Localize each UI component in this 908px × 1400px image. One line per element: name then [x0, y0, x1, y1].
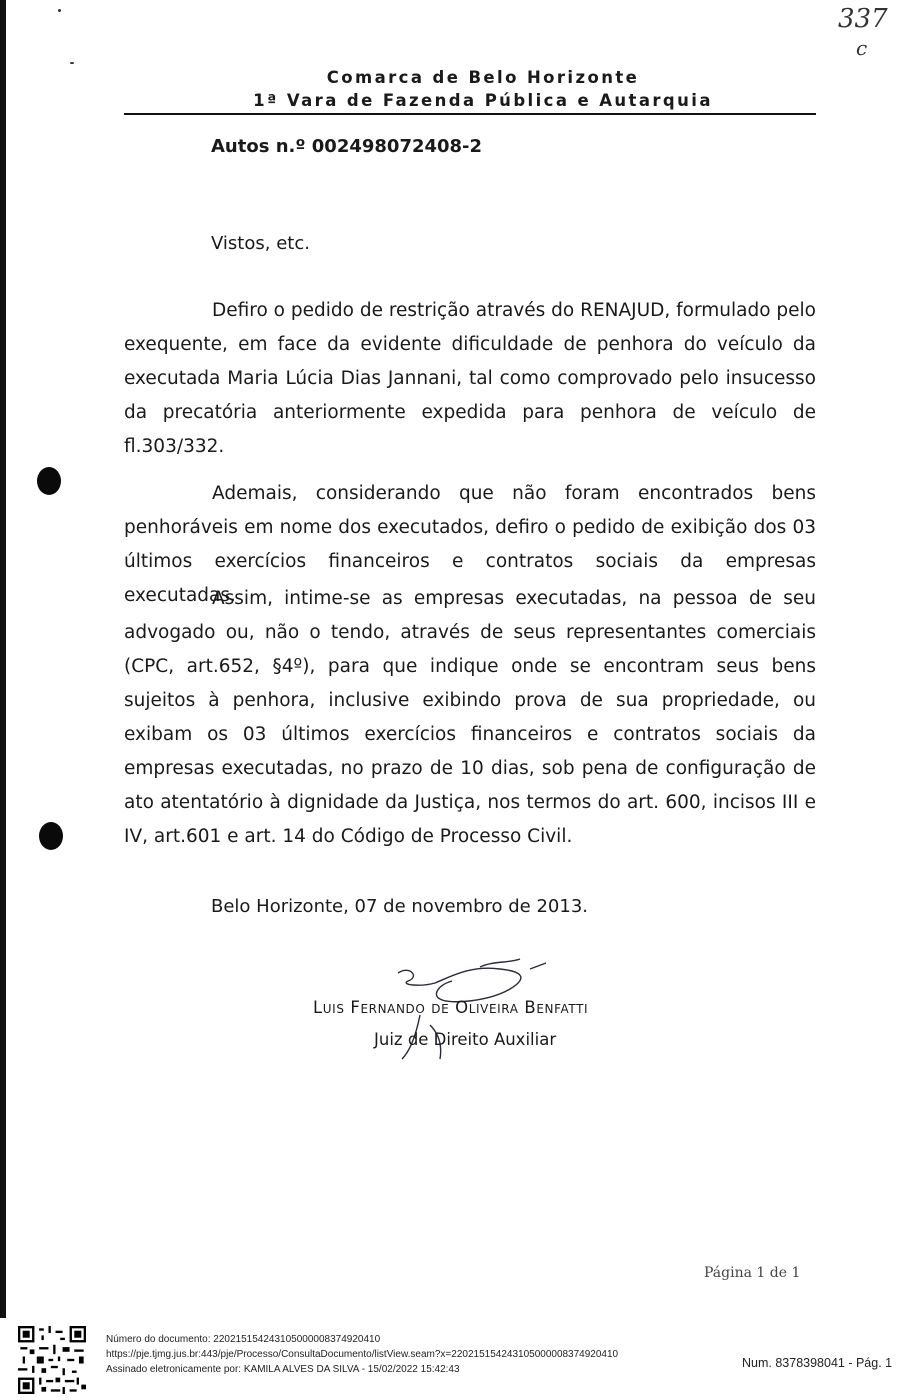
punch-hole-bottom	[39, 822, 63, 850]
footer-signed-by: Assinado eletronicamente por: KAMILA ALVES DA SILVA - 15/02/2022 15:42:43	[106, 1364, 460, 1375]
scan-speck	[70, 62, 74, 64]
paragraph-1: Defiro o pedido de restrição através do RENAJUD, formulado pelo exequente, em face da evidente dificuldade de penhora do veículo da executada Maria Lúcia Dias Jannani, tal como comprovado pelo insucesso da precatória anteriormente expedida para penhora de veículo de fl.303/332.	[124, 300, 816, 457]
scan-left-edge	[0, 0, 6, 1318]
footer-url[interactable]: https://pje.tjmg.jus.br:443/pje/Processo/ConsultaDocumento/listView.seam?x=22021515424310500000837492041​0	[106, 1349, 619, 1360]
case-number: Autos n.º 002498072408-2	[211, 136, 483, 157]
punch-hole-top	[37, 467, 61, 495]
scan-speck	[58, 9, 61, 12]
qr-code	[18, 1326, 86, 1394]
court-name: Comarca de Belo Horizonte	[326, 68, 640, 87]
signatory-name: Luis Fernando de Oliveira Benfatti	[313, 998, 589, 1017]
paragraph-3: Assim, intime-se as empresas executadas, na pessoa de seu advogado ou, não o tendo, através de seus representantes comerciais (CPC, art.652, §4º), para que indique onde se encontram seus bens sujeitos à penhora, inclusive exibindo prova de sua propriedade, ou exibam os 03 últimos exercícios financeiros e contratos sociais da empresas executadas, no prazo de 10 dias, sob pena de configuração de ato atentatório à dignidade da Justiça, nos termos do art. 600, incisos III e IV, art.601 e art. 14 do Código de Processo Civil.	[124, 588, 816, 847]
paragraph-2: Ademais, considerando que não foram encontrados bens penhoráveis em nome dos executados, defiro o pedido de exibição dos 03 últimos exercícios financeiros e contratos sociais da empresas executadas.	[124, 483, 816, 606]
greeting: Vistos, etc.	[211, 233, 310, 254]
court-division: 1ª Vara de Fazenda Pública e Autarquia	[253, 91, 713, 110]
page-label: Página 1 de 1	[704, 1265, 801, 1281]
footer-doc-number: Número do documento: 22021515424310500000837492041​0	[106, 1334, 381, 1345]
footer-num-page: Num. 8378398041 - Pág. 1	[742, 1356, 893, 1370]
header-rule	[124, 113, 816, 115]
signatory-role: Juiz de Direito Auxiliar	[374, 1030, 557, 1049]
handwritten-folio-number: 337	[838, 4, 888, 34]
place-date: Belo Horizonte, 07 de novembro de 2013.	[211, 896, 588, 917]
handwritten-mark: c	[856, 36, 868, 60]
footer-info	[106, 1332, 618, 1377]
